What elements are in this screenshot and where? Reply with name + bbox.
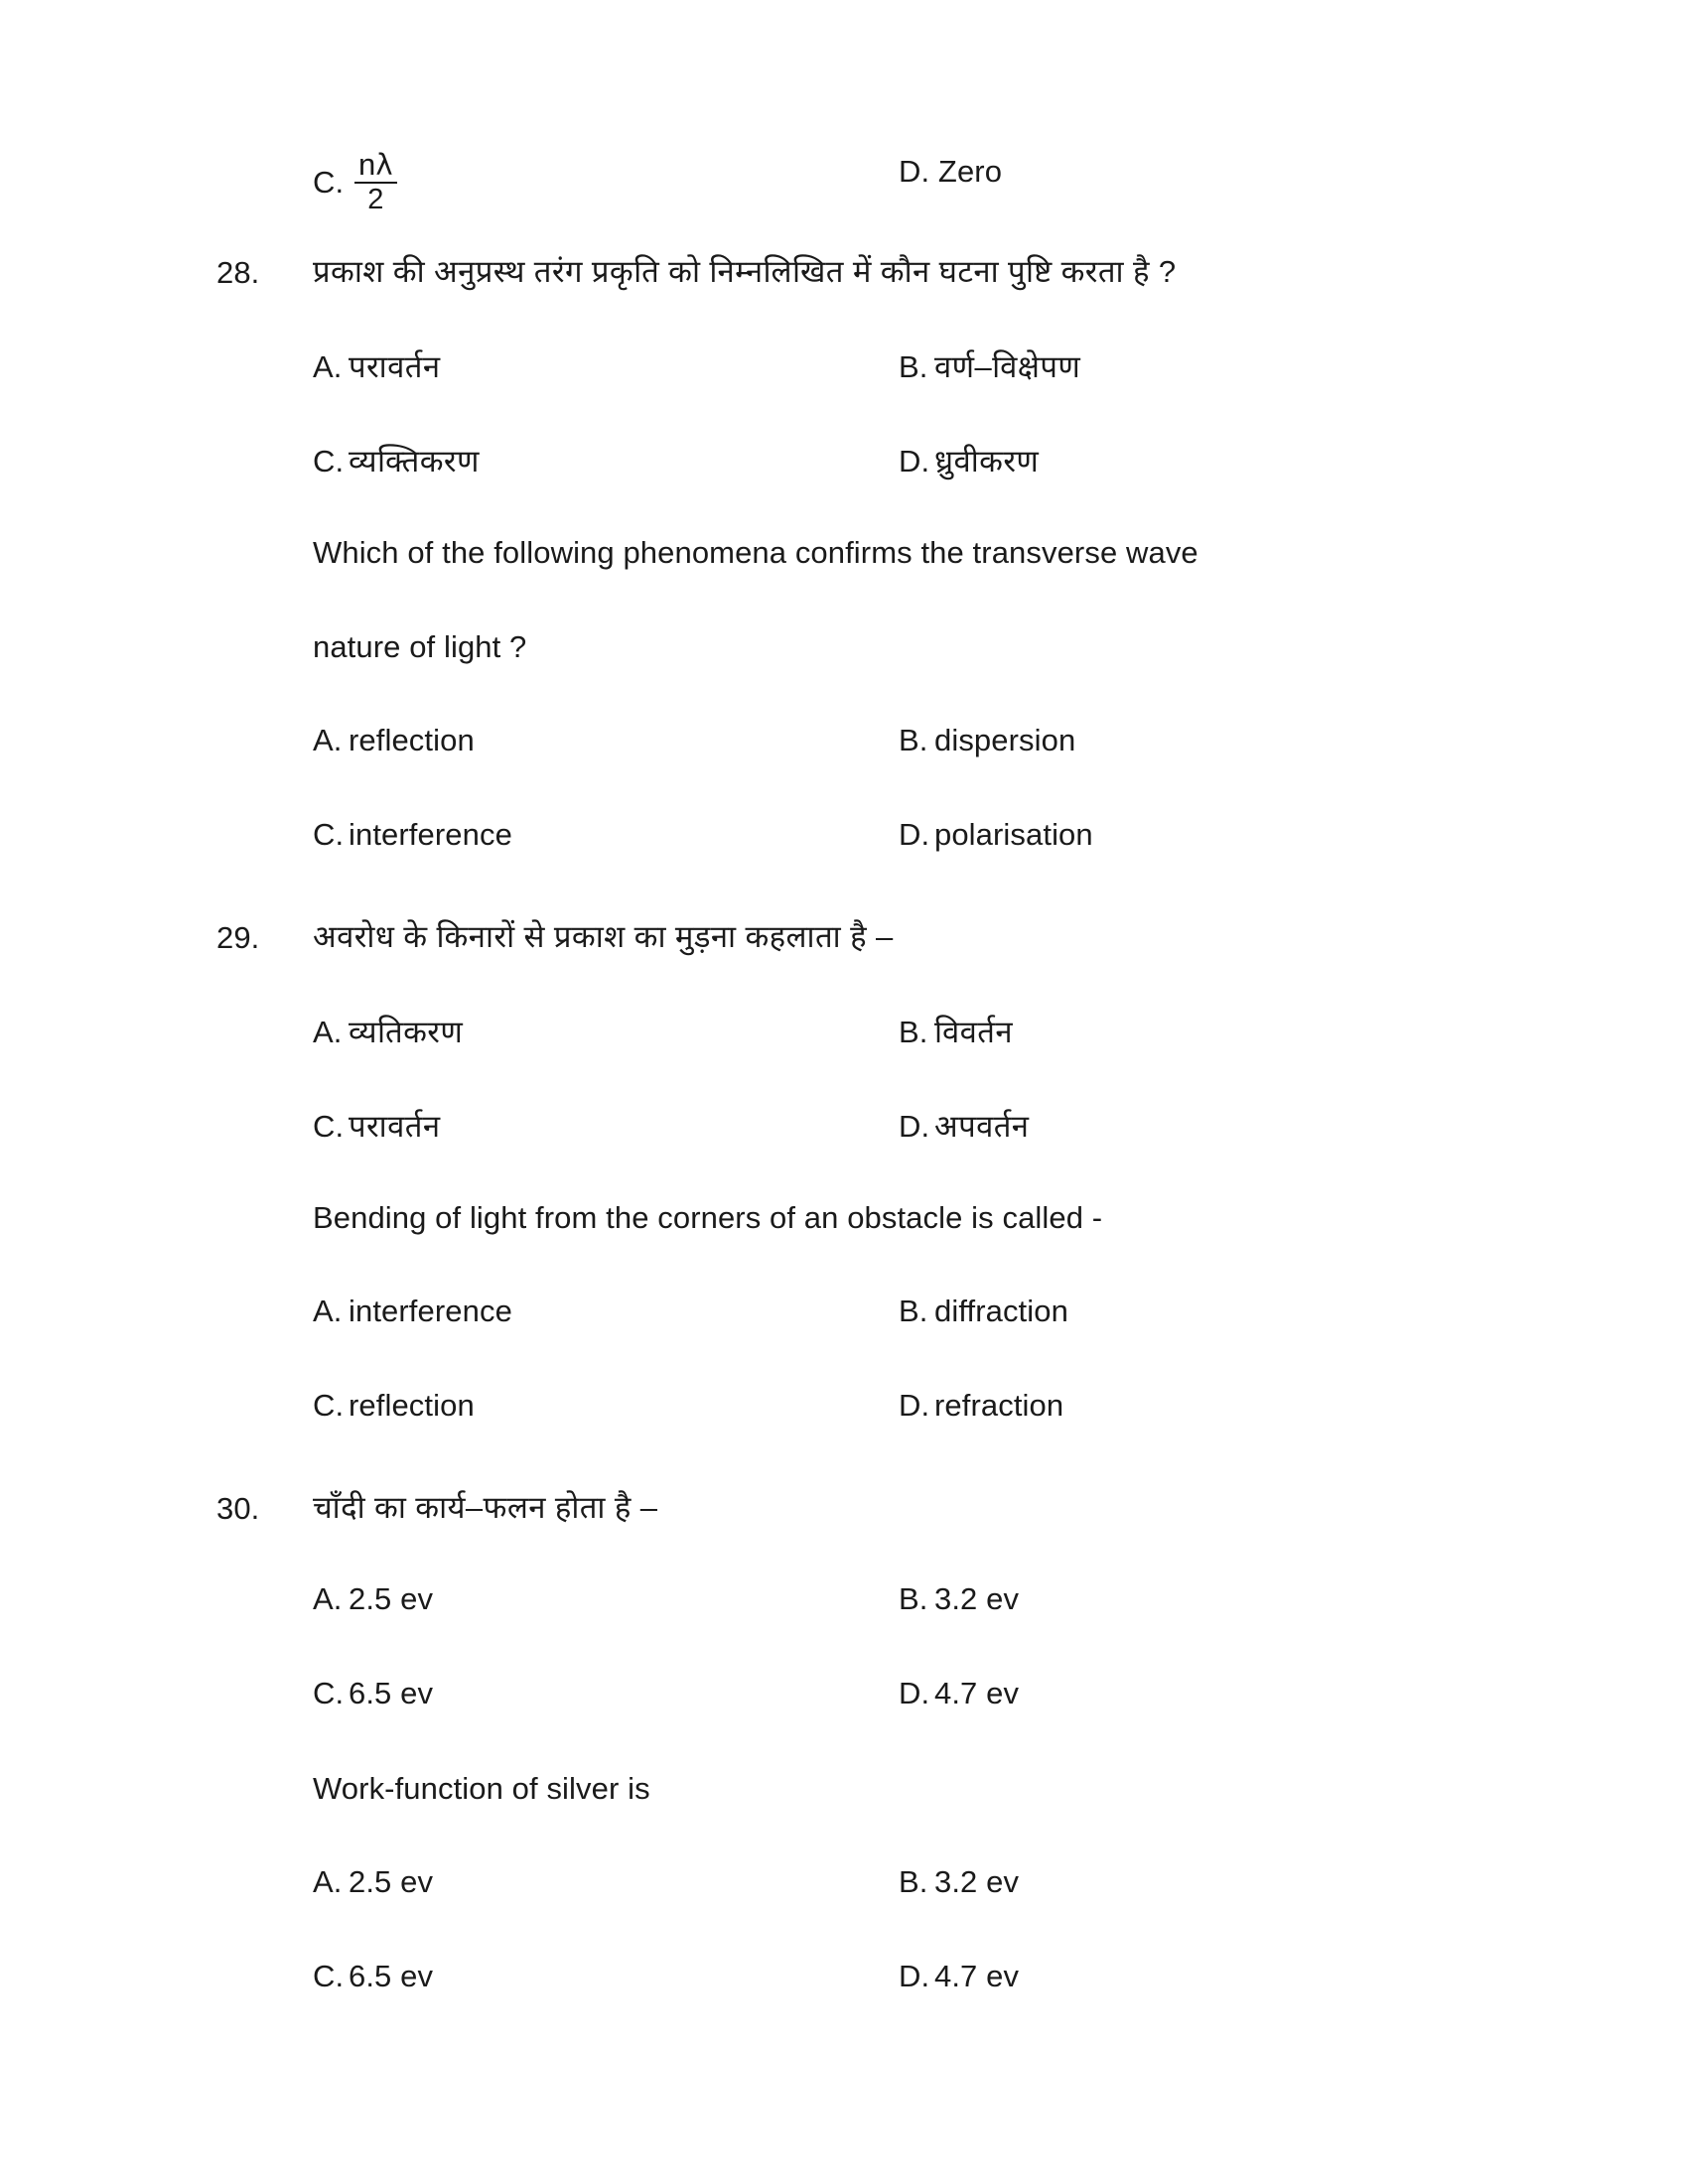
- option-text: 4.7 ev: [934, 1676, 1020, 1710]
- option-letter: D.: [899, 1388, 930, 1423]
- option-text: 4.7 ev: [934, 1959, 1020, 1993]
- question-30-hindi-option-d: [899, 1676, 1019, 1711]
- question-30-english-option-a: [313, 1864, 433, 1900]
- option-text: ध्रुवीकरण: [934, 444, 1040, 478]
- question-28-hindi-text: प्रकाश की अनुप्रस्थ तरंग प्रकृति को निम्नलिखित में कौन घटना पुष्टि करता है ?: [313, 254, 1177, 289]
- question-29-english-option-c: [313, 1388, 475, 1424]
- question-29-english-option-d: [899, 1388, 1063, 1424]
- option-letter: C.: [313, 1109, 345, 1144]
- option-text: interference: [349, 1294, 512, 1328]
- option-text: वर्ण–विक्षेपण: [934, 349, 1081, 384]
- question-28-english-option-a: [313, 723, 475, 758]
- carryover-option-c: [313, 149, 397, 214]
- option-letter: B.: [899, 1581, 928, 1616]
- option-text: 3.2 ev: [934, 1864, 1020, 1899]
- question-29-hindi-option-b: [899, 1011, 1013, 1052]
- option-letter: B.: [899, 1864, 928, 1899]
- option-text: 2.5 ev: [349, 1581, 434, 1616]
- question-30-english-option-b: [899, 1864, 1019, 1900]
- option-letter: B.: [899, 1294, 928, 1328]
- question-29-hindi-text: अवरोध के किनारों से प्रकाश का मुड़ना कहलाता है –: [313, 919, 894, 954]
- question-28-english-text-line1: Which of the following phenomena confirms the transverse wave: [313, 535, 1198, 570]
- option-text: polarisation: [934, 817, 1093, 852]
- question-28-hindi-option-a: [313, 345, 440, 387]
- option-text: व्यक्तिकरण: [349, 444, 480, 478]
- option-text: diffraction: [934, 1294, 1068, 1328]
- option-letter: D.: [899, 444, 930, 478]
- option-letter: C.: [313, 444, 345, 478]
- question-30-english-text-line1: Work-function of silver is: [313, 1771, 650, 1806]
- option-letter: C.: [313, 165, 345, 201]
- option-text: reflection: [349, 723, 475, 757]
- question-29-english-option-a: [313, 1294, 512, 1329]
- option-letter: A.: [313, 1581, 343, 1616]
- question-30-hindi-option-b: [899, 1581, 1019, 1617]
- question-29-hindi-option-c: [313, 1105, 440, 1147]
- question-28-english-option-d: [899, 817, 1093, 853]
- option-text: dispersion: [934, 723, 1076, 757]
- option-letter: A.: [313, 349, 343, 384]
- option-text: 6.5 ev: [349, 1959, 434, 1993]
- option-text: interference: [349, 817, 512, 852]
- question-30-english-option-d: [899, 1959, 1019, 1994]
- question-28-english-option-b: [899, 723, 1075, 758]
- question-28-hindi-option-b: [899, 345, 1080, 387]
- question-28-hindi-option-d: [899, 440, 1039, 481]
- question-number-30: 30.: [216, 1491, 260, 1526]
- question-28-english-text-line2: nature of light ?: [313, 629, 527, 664]
- option-letter: A.: [313, 1294, 343, 1328]
- option-text: परावर्तन: [349, 1109, 441, 1144]
- question-30-hindi-option-a: [313, 1581, 433, 1617]
- question-29-hindi-option-d: [899, 1105, 1029, 1147]
- fraction-n-lambda-over-2: [354, 149, 397, 214]
- question-30-hindi-text: चाँदी का कार्य–फलन होता है –: [313, 1490, 658, 1525]
- option-text: व्यतिकरण: [349, 1015, 464, 1049]
- option-letter: C.: [313, 1676, 345, 1710]
- option-letter: B.: [899, 349, 928, 384]
- option-letter: D.: [899, 1676, 930, 1710]
- option-letter: C.: [313, 1959, 345, 1993]
- option-letter: A.: [313, 1015, 343, 1049]
- option-letter: C.: [313, 817, 345, 852]
- fraction-denominator: 2: [367, 184, 384, 215]
- option-text: refraction: [934, 1388, 1064, 1423]
- option-text: अपवर्तन: [934, 1109, 1030, 1144]
- option-text: reflection: [349, 1388, 475, 1423]
- option-letter: C.: [313, 1388, 345, 1423]
- question-28-english-option-c: [313, 817, 512, 853]
- question-number-28: 28.: [216, 255, 260, 290]
- fraction-numerator-lambda: λ: [375, 148, 393, 182]
- option-text: 2.5 ev: [349, 1864, 434, 1899]
- option-letter: B.: [899, 1015, 928, 1049]
- question-29-english-option-b: [899, 1294, 1068, 1329]
- question-30-hindi-option-c: [313, 1676, 433, 1711]
- question-number-29: 29.: [216, 920, 260, 955]
- option-text: 6.5 ev: [349, 1676, 434, 1710]
- question-30-english-option-c: [313, 1959, 433, 1994]
- option-letter: A.: [313, 723, 343, 757]
- option-letter: D.: [899, 1959, 930, 1993]
- option-text: विवर्तन: [934, 1015, 1013, 1049]
- question-29-hindi-option-a: [313, 1011, 463, 1052]
- option-letter: B.: [899, 723, 928, 757]
- fraction-numerator-n: n: [358, 147, 376, 182]
- option-letter: A.: [313, 1864, 343, 1899]
- option-letter: D.: [899, 1109, 930, 1144]
- question-28-hindi-option-c: [313, 440, 480, 481]
- question-29-english-text-line1: Bending of light from the corners of an obstacle is called -: [313, 1200, 1103, 1235]
- option-letter: D.: [899, 817, 930, 852]
- carryover-option-d: D. Zero: [899, 154, 1003, 189]
- option-text: परावर्तन: [349, 349, 441, 384]
- option-text: 3.2 ev: [934, 1581, 1020, 1616]
